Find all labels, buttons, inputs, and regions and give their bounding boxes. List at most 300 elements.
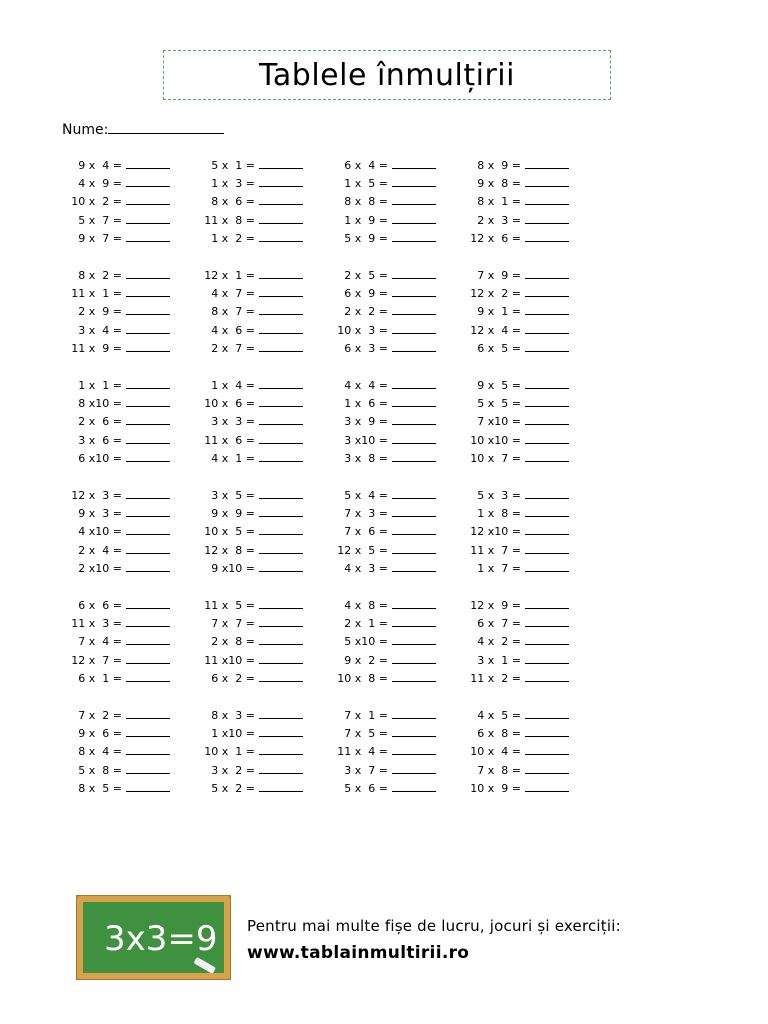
answer-blank[interactable] — [126, 213, 170, 224]
problem-expression: 6 x 2 = — [211, 671, 255, 685]
multiplication-problem — [328, 653, 436, 667]
answer-blank[interactable] — [126, 268, 170, 279]
answer-blank[interactable] — [126, 543, 170, 554]
problem-expression: 11 x10 = — [204, 653, 255, 667]
multiplication-problem — [461, 561, 569, 575]
answer-blank[interactable] — [259, 726, 303, 737]
problem-expression: 8 x 9 = — [477, 159, 521, 172]
answer-blank[interactable] — [525, 323, 569, 334]
problem-expression: 12 x 9 = — [470, 599, 521, 612]
answer-blank[interactable] — [259, 488, 303, 499]
problem-expression: 5 x 2 = — [211, 781, 255, 795]
answer-blank[interactable] — [259, 213, 303, 224]
answer-blank[interactable] — [392, 781, 436, 792]
answer-blank[interactable] — [525, 231, 569, 242]
multiplication-problem — [328, 506, 436, 520]
answer-blank[interactable] — [525, 598, 569, 609]
multiplication-problem — [328, 488, 436, 502]
multiplication-problem — [461, 616, 569, 630]
answer-blank[interactable] — [525, 378, 569, 389]
answer-blank[interactable] — [126, 708, 170, 719]
problem-expression: 3 x 7 = — [344, 763, 388, 777]
answer-blank[interactable] — [525, 158, 569, 169]
problem-expression: 3 x 8 = — [344, 451, 388, 465]
problem-expression: 6 x 4 = — [344, 159, 388, 172]
problem-expression: 11 x 8 = — [204, 213, 255, 227]
multiplication-problem — [195, 561, 303, 575]
multiplication-problem — [461, 268, 569, 282]
answer-blank[interactable] — [259, 616, 303, 627]
problem-expression: 10 x 7 = — [470, 451, 521, 465]
multiplication-problem — [461, 414, 569, 428]
problem-expression: 3 x 4 = — [78, 323, 122, 337]
multiplication-problem — [328, 378, 436, 392]
answer-blank[interactable] — [126, 671, 170, 682]
answer-blank[interactable] — [392, 506, 436, 517]
answer-blank[interactable] — [259, 268, 303, 279]
problem-expression: 3 x 3 = — [211, 415, 255, 429]
multiplication-problem — [328, 744, 436, 758]
answer-blank[interactable] — [392, 598, 436, 609]
problem-expression: 7 x 7 = — [211, 617, 255, 631]
multiplication-problem — [328, 414, 436, 428]
answer-blank[interactable] — [126, 323, 170, 334]
problem-expression: 12 x 3 = — [71, 489, 122, 502]
multiplication-problem — [62, 561, 170, 575]
problem-expression: 9 x 9 = — [211, 507, 255, 521]
answer-blank[interactable] — [392, 231, 436, 242]
multiplication-problem — [62, 671, 170, 685]
multiplication-problem — [461, 323, 569, 337]
problem-expression: 7 x 3 = — [344, 507, 388, 521]
problem-expression: 5 x 6 = — [344, 781, 388, 795]
problem-expression: 12 x10 = — [470, 525, 521, 539]
answer-blank[interactable] — [126, 763, 170, 774]
problem-expression: 2 x 6 = — [78, 415, 122, 429]
multiplication-problem — [195, 634, 303, 648]
answer-blank[interactable] — [525, 744, 569, 755]
problem-expression: 2 x10 = — [78, 561, 122, 575]
multiplication-problem — [328, 524, 436, 538]
answer-blank[interactable] — [392, 451, 436, 462]
multiplication-problem — [461, 763, 569, 777]
multiplication-problem — [195, 524, 303, 538]
multiplication-problem — [62, 323, 170, 337]
multiplication-problem — [62, 616, 170, 630]
problem-expression: 6 x 1 = — [78, 671, 122, 685]
problem-expression: 4 x 2 = — [477, 635, 521, 649]
problem-expression: 8 x10 = — [78, 397, 122, 411]
multiplication-problem — [328, 634, 436, 648]
answer-blank[interactable] — [259, 176, 303, 187]
multiplication-problem — [328, 341, 436, 355]
answer-blank[interactable] — [126, 524, 170, 535]
answer-blank[interactable] — [126, 561, 170, 572]
multiplication-problem — [328, 268, 436, 282]
problem-expression: 6 x 8 = — [477, 727, 521, 741]
answer-blank[interactable] — [525, 213, 569, 224]
answer-blank[interactable] — [525, 341, 569, 352]
problem-expression: 10 x 6 = — [204, 397, 255, 411]
answer-blank[interactable] — [259, 341, 303, 352]
answer-blank[interactable] — [259, 561, 303, 572]
problem-expression: 3 x 6 = — [78, 433, 122, 447]
problem-expression: 9 x 8 = — [477, 177, 521, 191]
answer-blank[interactable] — [259, 414, 303, 425]
problem-expression: 8 x 3 = — [211, 709, 255, 722]
multiplication-problem — [328, 616, 436, 630]
problem-expression: 12 x 6 = — [470, 231, 521, 245]
multiplication-problem — [62, 744, 170, 758]
multiplication-problem — [62, 708, 170, 722]
multiplication-problem — [461, 378, 569, 392]
answer-blank[interactable] — [126, 488, 170, 499]
answer-blank[interactable] — [392, 158, 436, 169]
multiplication-problem — [328, 231, 436, 245]
problem-expression: 12 x 7 = — [71, 653, 122, 667]
multiplication-problem — [328, 323, 436, 337]
problem-expression: 5 x 9 = — [344, 231, 388, 245]
answer-blank[interactable] — [259, 708, 303, 719]
problem-expression: 8 x 2 = — [78, 269, 122, 282]
multiplication-problem — [461, 341, 569, 355]
answer-blank[interactable] — [259, 634, 303, 645]
answer-blank[interactable] — [126, 231, 170, 242]
problem-expression: 1 x 2 = — [211, 231, 255, 245]
problem-expression: 10 x 2 = — [71, 195, 122, 209]
problem-expression: 10 x 9 = — [470, 781, 521, 795]
answer-blank[interactable] — [392, 304, 436, 315]
multiplication-problem — [195, 744, 303, 758]
multiplication-problem — [461, 396, 569, 410]
multiplication-problem — [461, 744, 569, 758]
multiplication-problem — [195, 653, 303, 667]
answer-blank[interactable] — [392, 396, 436, 407]
problem-expression: 7 x 5 = — [344, 727, 388, 741]
problem-expression: 12 x 1 = — [204, 269, 255, 282]
answer-blank[interactable] — [525, 433, 569, 444]
answer-blank[interactable] — [259, 433, 303, 444]
answer-blank[interactable] — [525, 176, 569, 187]
problem-expression: 1 x 6 = — [344, 397, 388, 411]
multiplication-problem — [195, 268, 303, 282]
answer-blank[interactable] — [525, 451, 569, 462]
problem-expression: 4 x 9 = — [78, 177, 122, 191]
multiplication-problem — [461, 488, 569, 502]
problem-expression: 10 x 8 = — [337, 671, 388, 685]
problem-expression: 5 x 8 = — [78, 763, 122, 777]
problem-expression: 7 x10 = — [477, 415, 521, 429]
problem-expression: 6 x 9 = — [344, 287, 388, 301]
multiplication-problem — [195, 543, 303, 557]
answer-blank[interactable] — [126, 158, 170, 169]
problem-expression: 11 x 2 = — [470, 671, 521, 685]
answer-blank[interactable] — [259, 158, 303, 169]
multiplication-problem — [328, 304, 436, 318]
multiplication-problem — [195, 726, 303, 740]
multiplication-problem — [62, 524, 170, 538]
answer-blank[interactable] — [259, 543, 303, 554]
answer-blank[interactable] — [525, 616, 569, 627]
answer-blank[interactable] — [525, 561, 569, 572]
multiplication-problem — [62, 286, 170, 300]
problem-expression: 4 x 6 = — [211, 323, 255, 337]
answer-blank[interactable] — [392, 708, 436, 719]
footer-text: Pentru mai multe fișe de lucru, jocuri și exerciții: — [247, 917, 621, 935]
answer-blank[interactable] — [392, 561, 436, 572]
answer-blank[interactable] — [392, 653, 436, 664]
answer-blank[interactable] — [525, 634, 569, 645]
answer-blank[interactable] — [392, 726, 436, 737]
answer-blank[interactable] — [126, 341, 170, 352]
answer-blank[interactable] — [259, 781, 303, 792]
answer-blank[interactable] — [525, 488, 569, 499]
multiplication-problem — [461, 506, 569, 520]
multiplication-problem — [461, 176, 569, 190]
answer-blank[interactable] — [525, 543, 569, 554]
multiplication-problem — [328, 561, 436, 575]
answer-blank[interactable] — [259, 286, 303, 297]
multiplication-problem — [195, 506, 303, 520]
answer-blank[interactable] — [392, 488, 436, 499]
problem-expression: 9 x 2 = — [344, 653, 388, 667]
answer-blank[interactable] — [126, 653, 170, 664]
answer-blank[interactable] — [525, 671, 569, 682]
problem-expression: 5 x10 = — [344, 635, 388, 649]
problem-expression: 4 x 3 = — [344, 561, 388, 575]
answer-blank[interactable] — [126, 616, 170, 627]
answer-blank[interactable] — [392, 268, 436, 279]
answer-blank[interactable] — [525, 708, 569, 719]
answer-blank[interactable] — [259, 671, 303, 682]
multiplication-problem — [461, 726, 569, 740]
multiplication-problem — [195, 616, 303, 630]
problem-expression: 1 x 1 = — [78, 379, 122, 392]
answer-blank[interactable] — [392, 414, 436, 425]
problem-expression: 2 x 5 = — [344, 269, 388, 282]
problem-expression: 4 x 7 = — [211, 287, 255, 301]
answer-blank[interactable] — [525, 268, 569, 279]
answer-blank[interactable] — [126, 304, 170, 315]
chalkboard-image — [76, 895, 231, 980]
answer-blank[interactable] — [259, 396, 303, 407]
answer-blank[interactable] — [126, 451, 170, 462]
problem-expression: 11 x 5 = — [204, 599, 255, 612]
multiplication-problem — [62, 231, 170, 245]
multiplication-problem — [62, 378, 170, 392]
multiplication-problem — [62, 268, 170, 282]
problem-expression: 5 x 3 = — [477, 489, 521, 502]
answer-blank[interactable] — [259, 653, 303, 664]
answer-blank[interactable] — [525, 726, 569, 737]
answer-blank[interactable] — [525, 763, 569, 774]
multiplication-problem — [195, 231, 303, 245]
problem-expression: 7 x 4 = — [78, 635, 122, 649]
worksheet-title: Tablele înmulțirii — [259, 57, 515, 93]
multiplication-problem — [328, 781, 436, 795]
problem-expression: 3 x 5 = — [211, 489, 255, 502]
answer-blank[interactable] — [525, 524, 569, 535]
multiplication-problem — [461, 781, 569, 795]
problem-expression: 8 x 7 = — [211, 305, 255, 319]
name-label: Nume: — [62, 122, 109, 138]
problem-expression: 6 x 5 = — [477, 341, 521, 355]
multiplication-problem — [195, 286, 303, 300]
problem-expression: 2 x 4 = — [78, 543, 122, 557]
answer-blank[interactable] — [525, 304, 569, 315]
problem-expression: 2 x 9 = — [78, 305, 122, 319]
answer-blank[interactable] — [525, 653, 569, 664]
problem-expression: 8 x 8 = — [344, 195, 388, 209]
answer-blank[interactable] — [259, 524, 303, 535]
answer-blank[interactable] — [259, 451, 303, 462]
multiplication-problem — [328, 543, 436, 557]
answer-blank[interactable] — [259, 304, 303, 315]
problem-expression: 2 x 8 = — [211, 635, 255, 649]
problem-expression: 10 x 4 = — [470, 745, 521, 759]
multiplication-problem — [195, 781, 303, 795]
multiplication-problem — [195, 708, 303, 722]
multiplication-problem — [461, 304, 569, 318]
answer-blank[interactable] — [259, 744, 303, 755]
multiplication-problem — [195, 414, 303, 428]
problem-expression: 1 x 8 = — [477, 507, 521, 521]
answer-blank[interactable] — [126, 781, 170, 792]
answer-blank[interactable] — [126, 634, 170, 645]
problem-expression: 11 x 1 = — [71, 287, 122, 301]
problem-expression: 12 x 4 = — [470, 323, 521, 337]
problem-expression: 9 x 6 = — [78, 727, 122, 741]
multiplication-problem — [461, 213, 569, 227]
problem-expression: 11 x 9 = — [71, 341, 122, 355]
answer-blank[interactable] — [259, 231, 303, 242]
problem-expression: 1 x 5 = — [344, 177, 388, 191]
problem-expression: 7 x 9 = — [477, 269, 521, 282]
answer-blank[interactable] — [126, 378, 170, 389]
answer-blank[interactable] — [259, 194, 303, 205]
answer-blank[interactable] — [126, 506, 170, 517]
multiplication-problem — [62, 781, 170, 795]
answer-blank[interactable] — [392, 744, 436, 755]
answer-blank[interactable] — [525, 506, 569, 517]
multiplication-problem — [62, 726, 170, 740]
answer-blank[interactable] — [126, 744, 170, 755]
problem-expression: 6 x 7 = — [477, 617, 521, 631]
footer-url-link[interactable]: www.tablainmultirii.ro — [247, 943, 470, 963]
multiplication-problem — [461, 543, 569, 557]
answer-blank[interactable] — [259, 323, 303, 334]
multiplication-problem — [461, 634, 569, 648]
answer-blank[interactable] — [392, 213, 436, 224]
answer-blank[interactable] — [392, 194, 436, 205]
multiplication-problem — [328, 763, 436, 777]
problem-expression: 7 x 2 = — [78, 709, 122, 722]
multiplication-problem — [328, 433, 436, 447]
multiplication-problem — [62, 194, 170, 208]
multiplication-problem — [62, 176, 170, 190]
problem-expression: 5 x 7 = — [78, 213, 122, 227]
answer-blank[interactable] — [126, 194, 170, 205]
problem-expression: 3 x10 = — [344, 433, 388, 447]
answer-blank[interactable] — [525, 396, 569, 407]
answer-blank[interactable] — [392, 524, 436, 535]
multiplication-problem — [62, 763, 170, 777]
answer-blank[interactable] — [392, 634, 436, 645]
answer-blank[interactable] — [259, 763, 303, 774]
problem-expression: 9 x 3 = — [78, 507, 122, 521]
answer-blank[interactable] — [525, 414, 569, 425]
problem-expression: 2 x 2 = — [344, 305, 388, 319]
answer-blank[interactable] — [392, 341, 436, 352]
multiplication-problem — [461, 524, 569, 538]
answer-blank[interactable] — [392, 323, 436, 334]
answer-blank[interactable] — [525, 781, 569, 792]
multiplication-problem — [328, 671, 436, 685]
problem-expression: 9 x 1 = — [477, 305, 521, 319]
problem-expression: 9 x 7 = — [78, 231, 122, 245]
answer-blank[interactable] — [392, 543, 436, 554]
answer-blank[interactable] — [392, 378, 436, 389]
problem-expression: 11 x 7 = — [470, 543, 521, 557]
multiplication-problem — [328, 286, 436, 300]
problem-expression: 11 x 6 = — [204, 433, 255, 447]
answer-blank[interactable] — [392, 616, 436, 627]
multiplication-problem — [195, 396, 303, 410]
problem-expression: 12 x 5 = — [337, 543, 388, 557]
answer-blank[interactable] — [126, 414, 170, 425]
problem-expression: 10 x10 = — [470, 433, 521, 447]
problem-expression: 7 x 6 = — [344, 525, 388, 539]
multiplication-problem — [328, 213, 436, 227]
answer-blank[interactable] — [392, 286, 436, 297]
multiplication-problem — [62, 158, 170, 172]
problem-expression: 12 x 8 = — [204, 543, 255, 557]
multiplication-problem — [195, 213, 303, 227]
multiplication-problem — [195, 194, 303, 208]
problem-expression: 12 x 2 = — [470, 287, 521, 301]
problem-expression: 5 x 5 = — [477, 397, 521, 411]
answer-blank[interactable] — [259, 506, 303, 517]
answer-blank[interactable] — [525, 194, 569, 205]
problem-expression: 11 x 3 = — [71, 617, 122, 631]
multiplication-problem — [195, 488, 303, 502]
answer-blank[interactable] — [126, 598, 170, 609]
problem-expression: 1 x 3 = — [211, 177, 255, 191]
answer-blank[interactable] — [126, 286, 170, 297]
multiplication-problem — [62, 414, 170, 428]
answer-blank[interactable] — [126, 396, 170, 407]
answer-blank[interactable] — [525, 286, 569, 297]
multiplication-problem — [62, 213, 170, 227]
answer-blank[interactable] — [392, 433, 436, 444]
answer-blank[interactable] — [126, 433, 170, 444]
multiplication-problem — [62, 543, 170, 557]
multiplication-problem — [62, 634, 170, 648]
answer-blank[interactable] — [126, 726, 170, 737]
answer-blank[interactable] — [392, 671, 436, 682]
multiplication-problem — [461, 653, 569, 667]
answer-blank[interactable] — [392, 763, 436, 774]
problem-expression: 4 x 1 = — [211, 451, 255, 465]
multiplication-problem — [461, 231, 569, 245]
problem-expression: 8 x 5 = — [78, 781, 122, 795]
answer-blank[interactable] — [126, 176, 170, 187]
answer-blank[interactable] — [392, 176, 436, 187]
multiplication-problem — [195, 598, 303, 612]
answer-blank[interactable] — [259, 598, 303, 609]
answer-blank[interactable] — [259, 378, 303, 389]
multiplication-problem — [328, 708, 436, 722]
